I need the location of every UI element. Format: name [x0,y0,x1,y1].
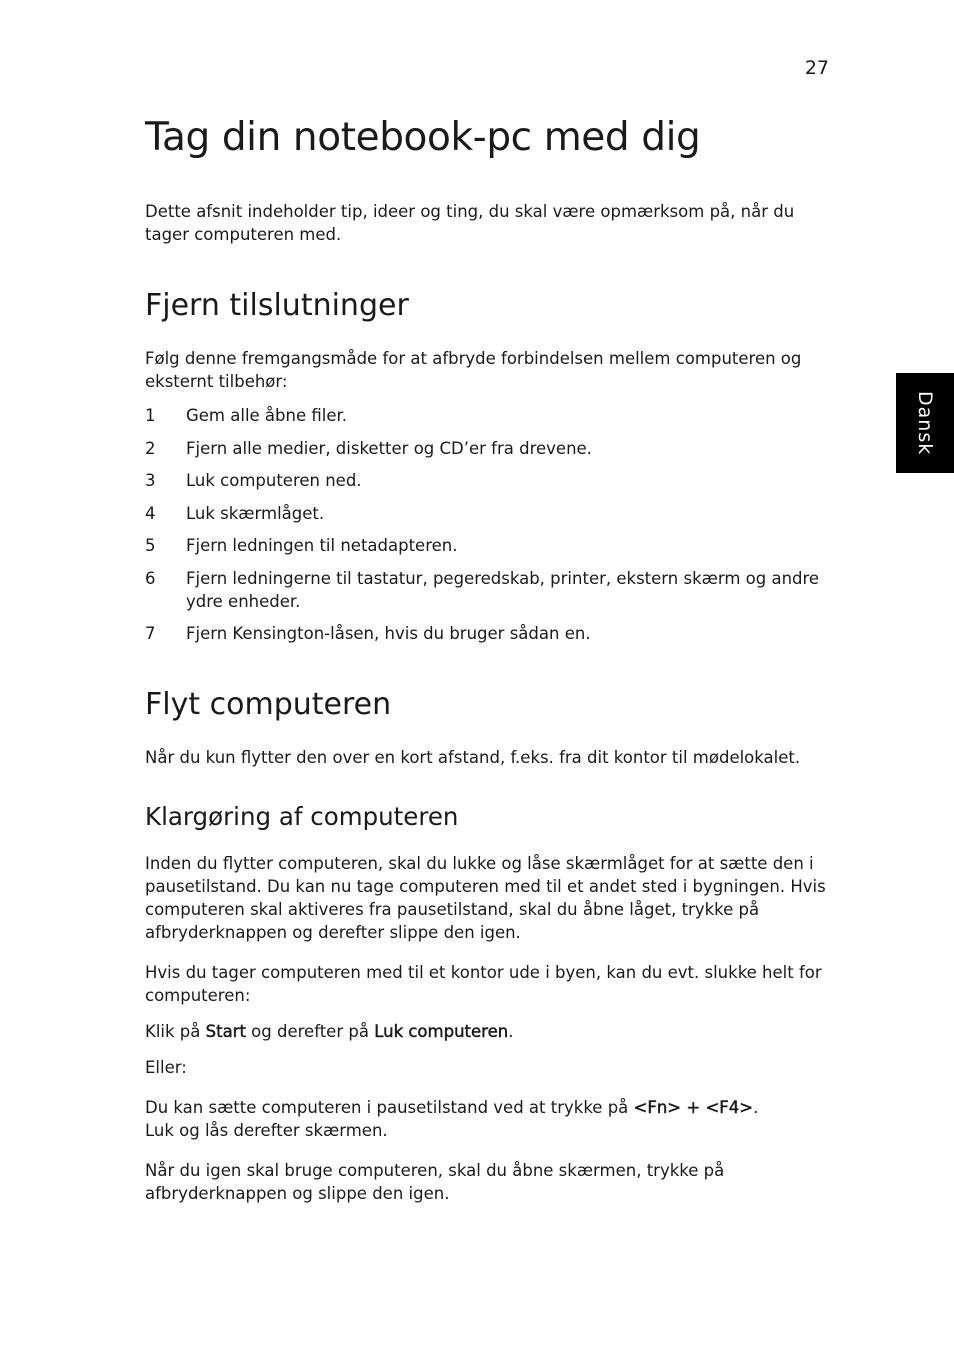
intro-paragraph: Dette afsnit indeholder tip, ideer og ting, du skal være opmærksom på, når du tager computeren med. [145,202,795,244]
page-title: Tag din notebook-pc med dig [145,115,701,160]
list-item [145,469,835,492]
step-number: 6 [145,568,156,588]
section-heading-disconnect: Fjern tilslutninger [145,288,409,323]
prepare-paragraph: Inden du flytter computeren, skal du lukke og låse skærmlåget for at sætte den i pausetilstand. Du kan nu tage computeren med til et andet sted i bygningen. Hvis computeren skal aktiveres fra pausetilstand, skal du åbne låget, trykke på afbryderknappen og derefter slippe den igen. [145,854,826,942]
disconnect-intro: Følg denne fremgangsmåde for at afbryde forbindelsen mellem computeren og eksternt tilbehør: [145,349,802,391]
step-text: Fjern ledningerne til tastatur, pegeredskab, printer, ekstern skærm og andre ydre enheder. [186,568,820,611]
click-instruction [145,1020,835,1043]
subsection-heading-prepare: Klargøring af computeren [145,802,459,831]
step-text: Luk skærmlåget. [186,503,325,523]
step-text: Gem alle åbne filer. [186,406,348,425]
list-item [145,404,835,427]
list-item [145,567,835,613]
step-text: Fjern Kensington-låsen, hvis du bruger sådan en. [186,624,591,643]
sleep-suffix: . [753,1098,759,1117]
section-heading-move: Flyt computeren [145,687,392,722]
click-prefix: Klik på [145,1022,206,1041]
or-text: Eller: [145,1058,187,1077]
step-number: 3 [145,471,156,490]
step-text: Fjern alle medier, disketter og CD’er fra drevene. [186,438,592,458]
list-item [145,534,835,557]
click-mid: og derefter på [245,1022,375,1041]
step-number: 4 [145,503,156,523]
list-item [145,437,835,460]
start-label: Start [205,1022,246,1041]
resume-paragraph: Når du igen skal bruge computeren, skal du åbne skærmen, trykke på afbryderknappen og slippe den igen. [145,1161,725,1203]
step-number: 2 [145,438,156,458]
click-suffix: . [508,1022,514,1041]
disconnect-steps [145,404,835,645]
page-number: 27 [804,57,829,79]
shutdown-label: Luk computeren [374,1022,509,1041]
list-item [145,502,835,525]
step-number: 1 [145,406,156,425]
step-number: 5 [145,536,156,555]
sleep-instruction [145,1096,835,1142]
language-tab-label: Dansk [914,390,936,456]
sleep-line2: Luk og lås derefter skærmen. [145,1121,388,1140]
language-tab [896,373,954,473]
sleep-prefix: Du kan sætte computeren i pausetilstand ved at trykke på [145,1098,634,1117]
step-text: Fjern ledningen til netadapteren. [186,536,458,555]
step-text: Luk computeren ned. [186,471,362,490]
shutdown-paragraph: Hvis du tager computeren med til et kontor ude i byen, kan du evt. slukke helt for computeren: [145,963,822,1005]
page-content [145,108,835,1205]
sleep-keys: <Fn> + <F4> [633,1098,754,1117]
step-number: 7 [145,624,156,643]
move-intro: Når du kun flytter den over en kort afstand, f.eks. fra dit kontor til mødelokalet. [145,748,801,767]
list-item [145,622,835,645]
